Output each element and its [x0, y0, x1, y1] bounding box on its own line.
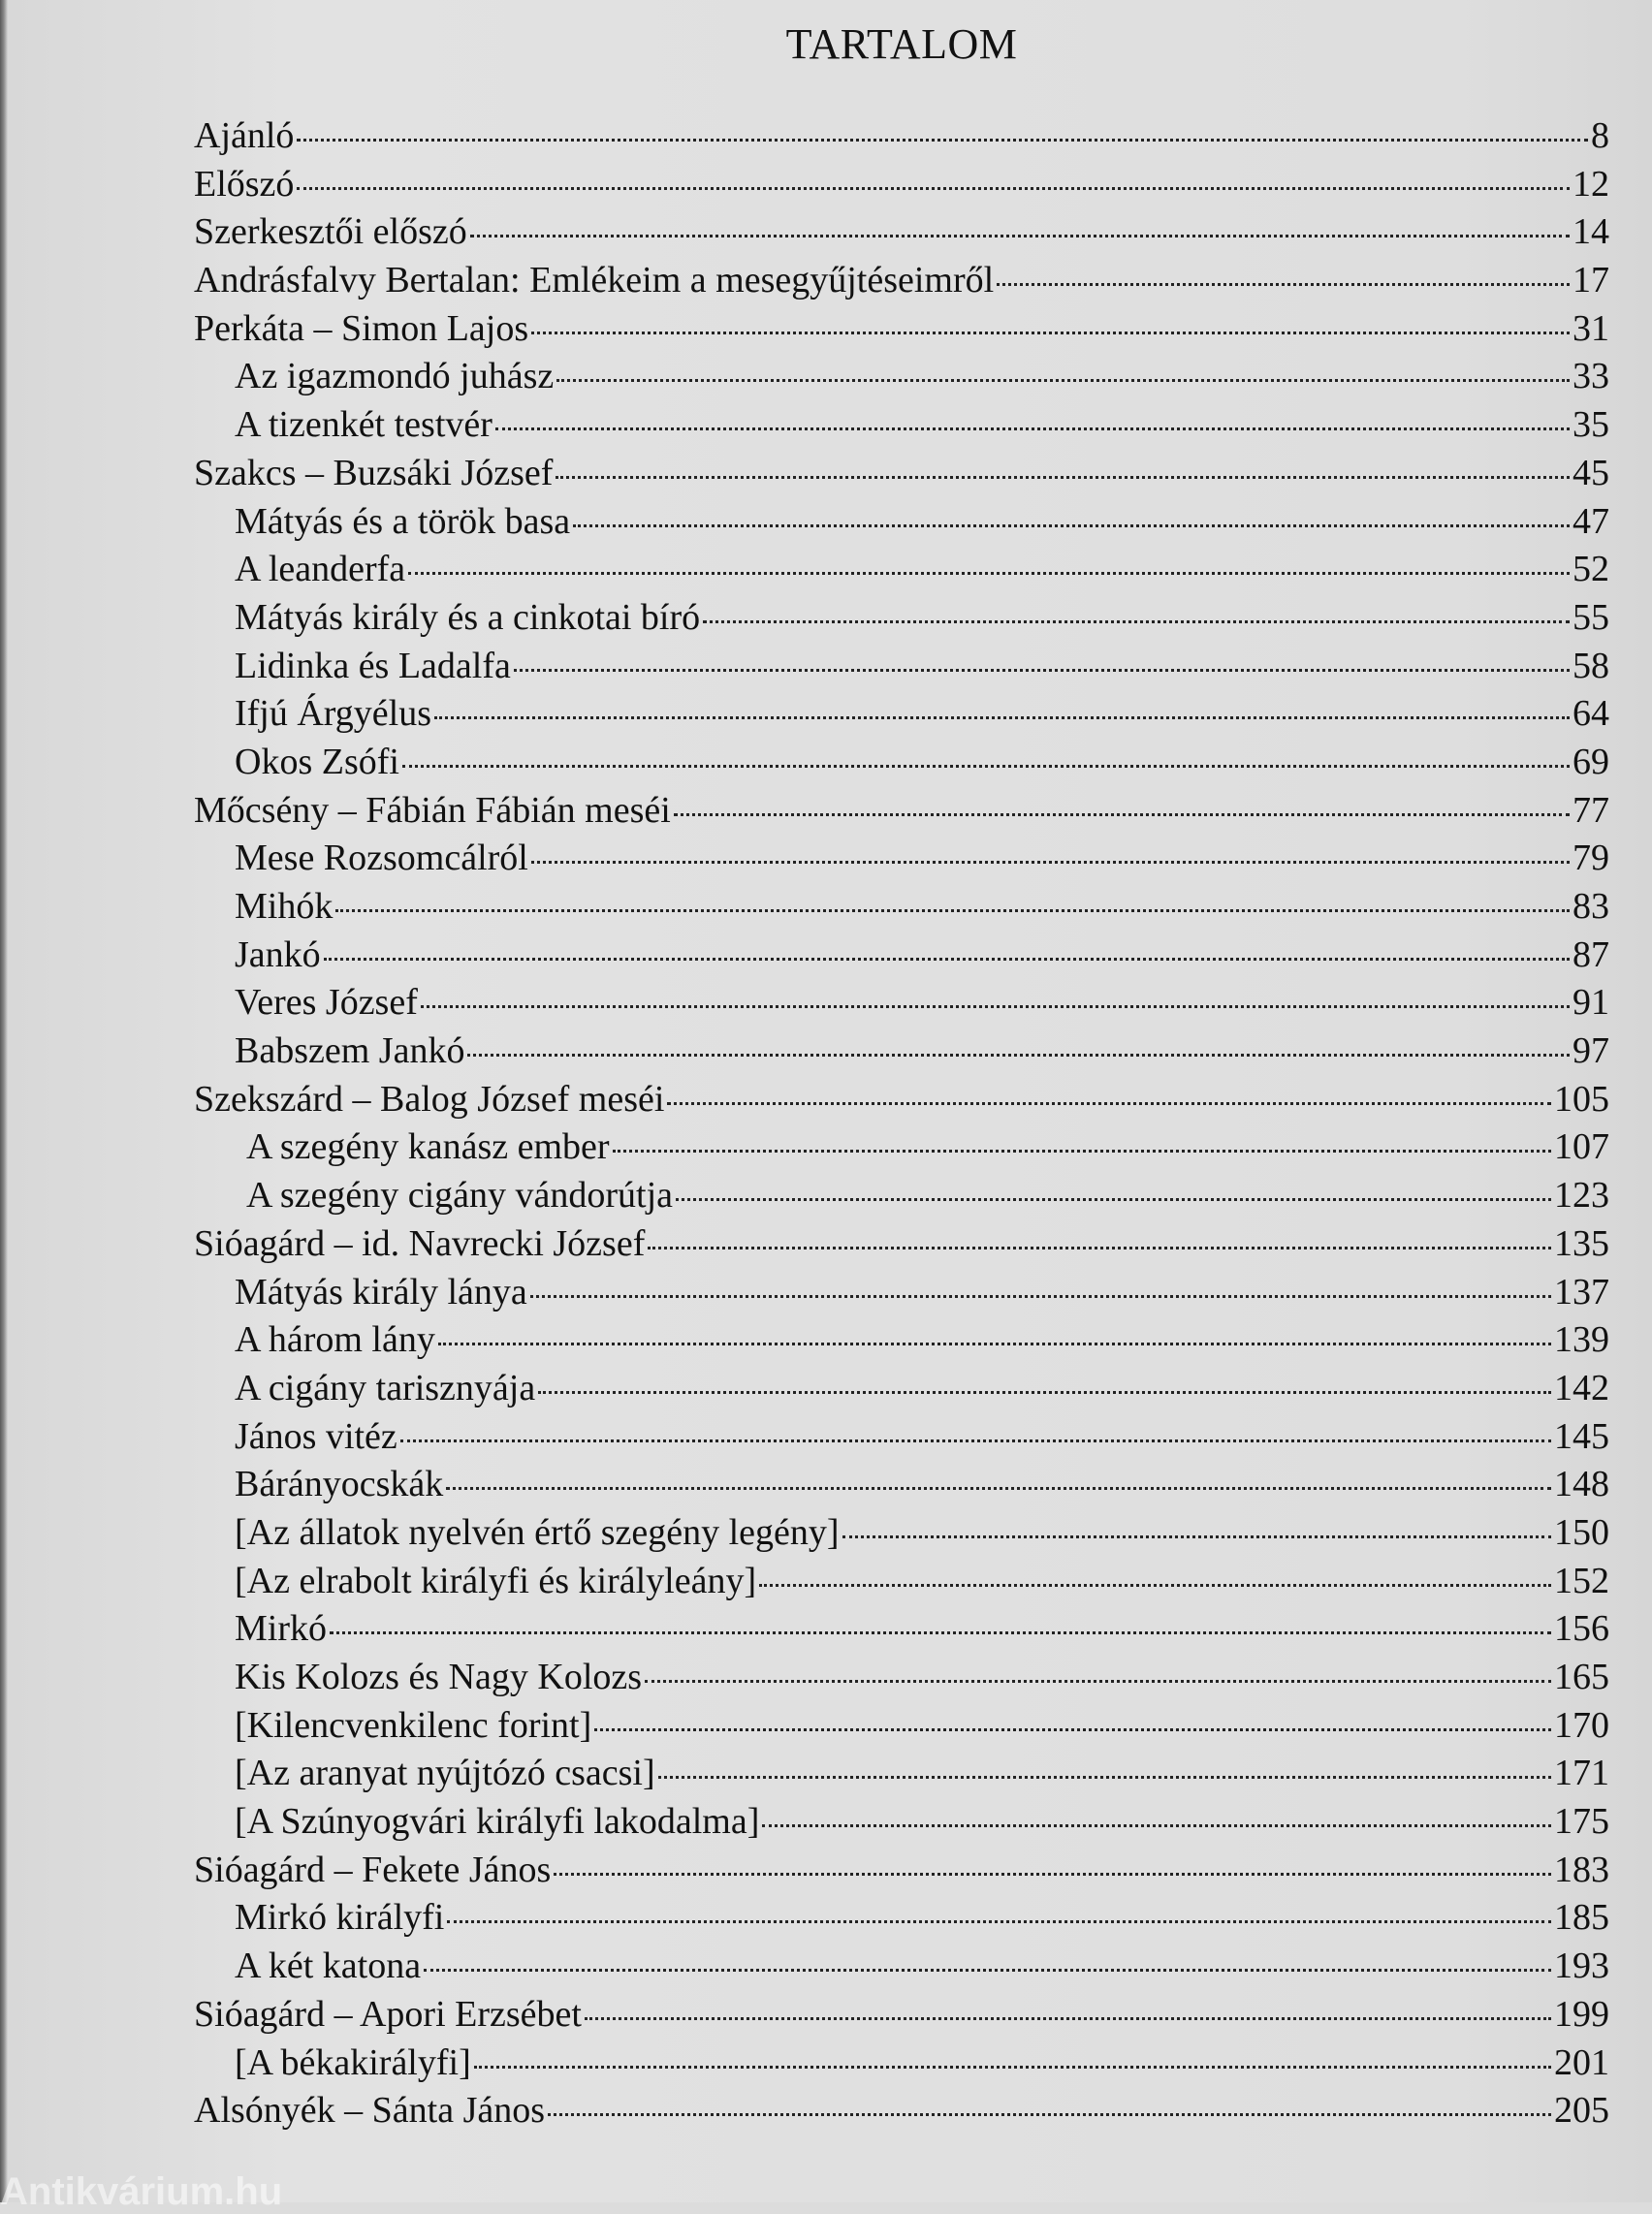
toc-entry-title: Előszó: [194, 163, 295, 205]
toc-entry: [194, 305, 1609, 354]
toc-entry-page: 33: [1573, 356, 1609, 397]
dot-leader: [997, 283, 1570, 286]
toc-entry-title: Mihók: [235, 886, 334, 927]
toc-entry-title: Mátyás király és a cinkotai bíró: [235, 596, 701, 638]
dot-leader: [759, 1584, 1551, 1587]
toc-entry-title: [Kilencvenkilenc forint]: [235, 1704, 592, 1746]
toc-entry: [194, 1943, 1609, 1991]
toc-entry-page: 170: [1554, 1704, 1609, 1746]
toc-entry-page: 171: [1554, 1753, 1609, 1794]
toc-entry-page: 145: [1554, 1415, 1609, 1457]
toc-entry-title: [Az állatok nyelvén értő szegény legény]: [235, 1511, 840, 1553]
toc-entry: [194, 1750, 1609, 1798]
toc-entry-title: Bárányocskák: [235, 1464, 444, 1505]
toc-entry-page: 97: [1573, 1030, 1609, 1072]
toc-entry-page: 199: [1554, 1993, 1609, 2035]
toc-entry: [194, 161, 1609, 209]
dot-leader: [335, 909, 1570, 912]
toc-entry: [194, 1894, 1609, 1943]
toc-entry: [194, 1365, 1609, 1413]
dot-leader: [762, 1824, 1551, 1827]
toc-entry: [194, 112, 1609, 161]
toc-entry: [194, 1509, 1609, 1558]
toc-entry-title: Mirkó: [235, 1608, 327, 1650]
dot-leader: [548, 2113, 1551, 2116]
dot-leader: [297, 187, 1570, 190]
toc-entry: [194, 979, 1609, 1028]
toc-entry-title: Mőcsény – Fábián Fábián meséi: [194, 789, 671, 831]
dot-leader: [556, 476, 1570, 479]
toc-entry-title: Jankó: [235, 933, 321, 975]
toc-entry-page: 201: [1554, 2041, 1609, 2083]
dot-leader: [573, 524, 1570, 527]
toc-entry: [194, 643, 1609, 691]
dot-leader: [538, 1391, 1551, 1394]
toc-entry: [194, 594, 1609, 643]
toc-entry-title: A tizenkét testvér: [235, 404, 492, 446]
dot-leader: [400, 1439, 1551, 1442]
toc-entry-page: 17: [1573, 260, 1609, 301]
dot-leader: [324, 958, 1570, 961]
toc-entry-page: 183: [1554, 1849, 1609, 1890]
toc-entry: [194, 1605, 1609, 1654]
toc-entry: [194, 1654, 1609, 1702]
dot-leader: [474, 2066, 1551, 2069]
toc-entry-title: Mirkó királyfi: [235, 1897, 445, 1939]
toc-entry-page: 77: [1573, 789, 1609, 831]
toc-entry: [194, 2087, 1609, 2135]
toc-entry-page: 148: [1554, 1464, 1609, 1505]
toc-entry: [194, 1028, 1609, 1076]
toc-entry-page: 55: [1573, 596, 1609, 638]
toc-entry-page: 35: [1573, 404, 1609, 446]
dot-leader: [470, 235, 1570, 237]
toc-entry: [194, 1076, 1609, 1124]
dot-leader: [531, 332, 1570, 334]
table-of-contents: [194, 112, 1609, 2135]
toc-entry-title: Szerkesztői előszó: [194, 211, 467, 253]
toc-entry-page: 123: [1554, 1175, 1609, 1217]
dot-leader: [530, 1295, 1551, 1298]
toc-entry-title: Mátyás király lánya: [235, 1271, 527, 1313]
toc-entry-title: Mátyás és a török basa: [235, 500, 571, 542]
toc-entry-page: 12: [1573, 163, 1609, 205]
toc-entry-page: 137: [1554, 1271, 1609, 1313]
toc-entry-title: János vitéz: [235, 1415, 397, 1457]
toc-entry-title: A három lány: [235, 1319, 435, 1361]
dot-leader: [424, 1969, 1551, 1972]
toc-entry-title: Mese Rozsomcálról: [235, 838, 528, 879]
toc-entry-page: 47: [1573, 500, 1609, 542]
toc-entry-title: Babszem Jankó: [235, 1030, 465, 1072]
toc-entry-page: 52: [1573, 549, 1609, 590]
toc-entry-title: Kis Kolozs és Nagy Kolozs: [235, 1657, 643, 1697]
toc-entry-title: Az igazmondó juhász: [235, 356, 555, 397]
dot-leader: [648, 1247, 1551, 1249]
toc-entry-page: 58: [1573, 645, 1609, 686]
toc-entry: [194, 739, 1609, 787]
toc-entry-page: 69: [1573, 741, 1609, 782]
dot-leader: [447, 1920, 1551, 1923]
toc-entry: [194, 1413, 1609, 1462]
dot-leader: [676, 1198, 1551, 1201]
toc-entry: [194, 1991, 1609, 2040]
toc-entry: [194, 787, 1609, 836]
toc-entry-title: A cigány tarisznyája: [235, 1367, 536, 1408]
toc-entry-title: [A békakirályfi]: [235, 2041, 471, 2083]
toc-entry-page: 185: [1554, 1897, 1609, 1939]
toc-entry: [194, 883, 1609, 932]
dot-leader: [645, 1680, 1551, 1683]
toc-entry-page: 45: [1573, 452, 1609, 493]
toc-entry-page: 105: [1554, 1078, 1609, 1120]
toc-entry: [194, 257, 1609, 305]
dot-leader: [703, 620, 1570, 623]
toc-entry-page: 193: [1554, 1945, 1609, 1987]
toc-entry: [194, 835, 1609, 883]
toc-entry-title: [Az aranyat nyújtózó csacsi]: [235, 1753, 655, 1794]
dot-leader: [330, 1631, 1551, 1634]
toc-entry-page: 152: [1554, 1560, 1609, 1601]
toc-entry: [194, 1461, 1609, 1509]
toc-entry-title: Ifjú Árgyélus: [235, 693, 431, 735]
toc-entry-page: 64: [1573, 693, 1609, 735]
dot-leader: [613, 1150, 1551, 1153]
toc-entry: [194, 932, 1609, 980]
toc-entry-page: 205: [1554, 2090, 1609, 2132]
dot-leader: [658, 1776, 1551, 1779]
dot-leader: [421, 1005, 1570, 1008]
toc-entry-page: 165: [1554, 1657, 1609, 1697]
toc-entry-page: 142: [1554, 1367, 1609, 1408]
toc-entry-page: 83: [1573, 886, 1609, 927]
toc-entry-title: Veres József: [235, 982, 418, 1024]
toc-entry-page: 175: [1554, 1801, 1609, 1843]
toc-entry: [194, 1220, 1609, 1269]
page-title: TARTALOM: [785, 20, 1018, 68]
dot-leader: [585, 2017, 1551, 2020]
toc-entry-page: 139: [1554, 1319, 1609, 1361]
toc-entry: [194, 690, 1609, 739]
dot-leader: [297, 139, 1588, 142]
toc-entry-title: Szekszárd – Balog József meséi: [194, 1078, 665, 1120]
toc-entry-page: 31: [1573, 307, 1609, 349]
toc-entry: [194, 1123, 1609, 1172]
dot-leader: [842, 1535, 1551, 1538]
dot-leader: [434, 716, 1570, 719]
dot-leader: [667, 1102, 1551, 1105]
dot-leader: [594, 1728, 1551, 1731]
toc-entry-page: 14: [1573, 211, 1609, 253]
dot-leader: [514, 669, 1570, 672]
toc-entry-page: 79: [1573, 838, 1609, 879]
toc-entry-title: Okos Zsófi: [235, 741, 399, 782]
dot-leader: [402, 765, 1570, 768]
dot-leader: [674, 813, 1570, 816]
toc-entry: [194, 1316, 1609, 1365]
toc-entry: [194, 1269, 1609, 1317]
toc-entry: [194, 1847, 1609, 1895]
toc-entry: [194, 546, 1609, 594]
watermark: Antikvárium.hu: [0, 2170, 283, 2213]
toc-entry-title: A leanderfa: [235, 549, 406, 590]
toc-entry-page: 91: [1573, 982, 1609, 1024]
toc-entry-title: Perkáta – Simon Lajos: [194, 307, 529, 349]
toc-entry-title: A szegény kanász ember: [246, 1126, 610, 1168]
dot-leader: [531, 861, 1570, 864]
toc-entry-title: Szakcs – Buzsáki József: [194, 452, 554, 493]
toc-entry: [194, 2040, 1609, 2088]
toc-entry-title: [Az elrabolt királyfi és királyleány]: [235, 1560, 757, 1601]
toc-entry-title: Alsónyék – Sánta János: [194, 2090, 546, 2132]
toc-entry: [194, 208, 1609, 257]
toc-entry-title: Lidinka és Ladalfa: [235, 645, 511, 686]
toc-entry: [194, 498, 1609, 547]
toc-entry-title: A szegény cigány vándorútja: [246, 1175, 674, 1217]
dot-leader: [438, 1343, 1551, 1345]
toc-entry-title: Sióagárd – Apori Erzsébet: [194, 1993, 582, 2035]
toc-entry-page: 87: [1573, 933, 1609, 975]
toc-entry: [194, 1558, 1609, 1606]
dot-leader: [556, 379, 1570, 382]
toc-entry: [194, 1172, 1609, 1220]
dot-leader: [554, 1873, 1551, 1876]
toc-entry-page: 135: [1554, 1222, 1609, 1264]
toc-entry: [194, 1702, 1609, 1751]
toc-entry: [194, 353, 1609, 401]
toc-entry-title: Sióagárd – Fekete János: [194, 1849, 552, 1890]
toc-entry-title: [A Szúnyogvári királyfi lakodalma]: [235, 1801, 760, 1843]
toc-entry-title: Andrásfalvy Bertalan: Emlékeim a mesegyűjtéseimről: [194, 260, 995, 301]
toc-entry-page: 8: [1591, 115, 1609, 156]
dot-leader: [467, 1054, 1570, 1057]
toc-entry: [194, 450, 1609, 498]
dot-leader: [408, 572, 1570, 575]
toc-entry-page: 150: [1554, 1511, 1609, 1553]
toc-entry: [194, 1798, 1609, 1847]
dot-leader: [446, 1487, 1551, 1490]
toc-entry-title: Ajánló: [194, 115, 295, 156]
toc-entry: [194, 401, 1609, 450]
toc-entry-page: 156: [1554, 1608, 1609, 1650]
toc-entry-title: A két katona: [235, 1945, 422, 1987]
dot-leader: [495, 427, 1570, 430]
toc-entry-page: 107: [1554, 1126, 1609, 1168]
toc-entry-title: Sióagárd – id. Navrecki József: [194, 1222, 646, 1264]
